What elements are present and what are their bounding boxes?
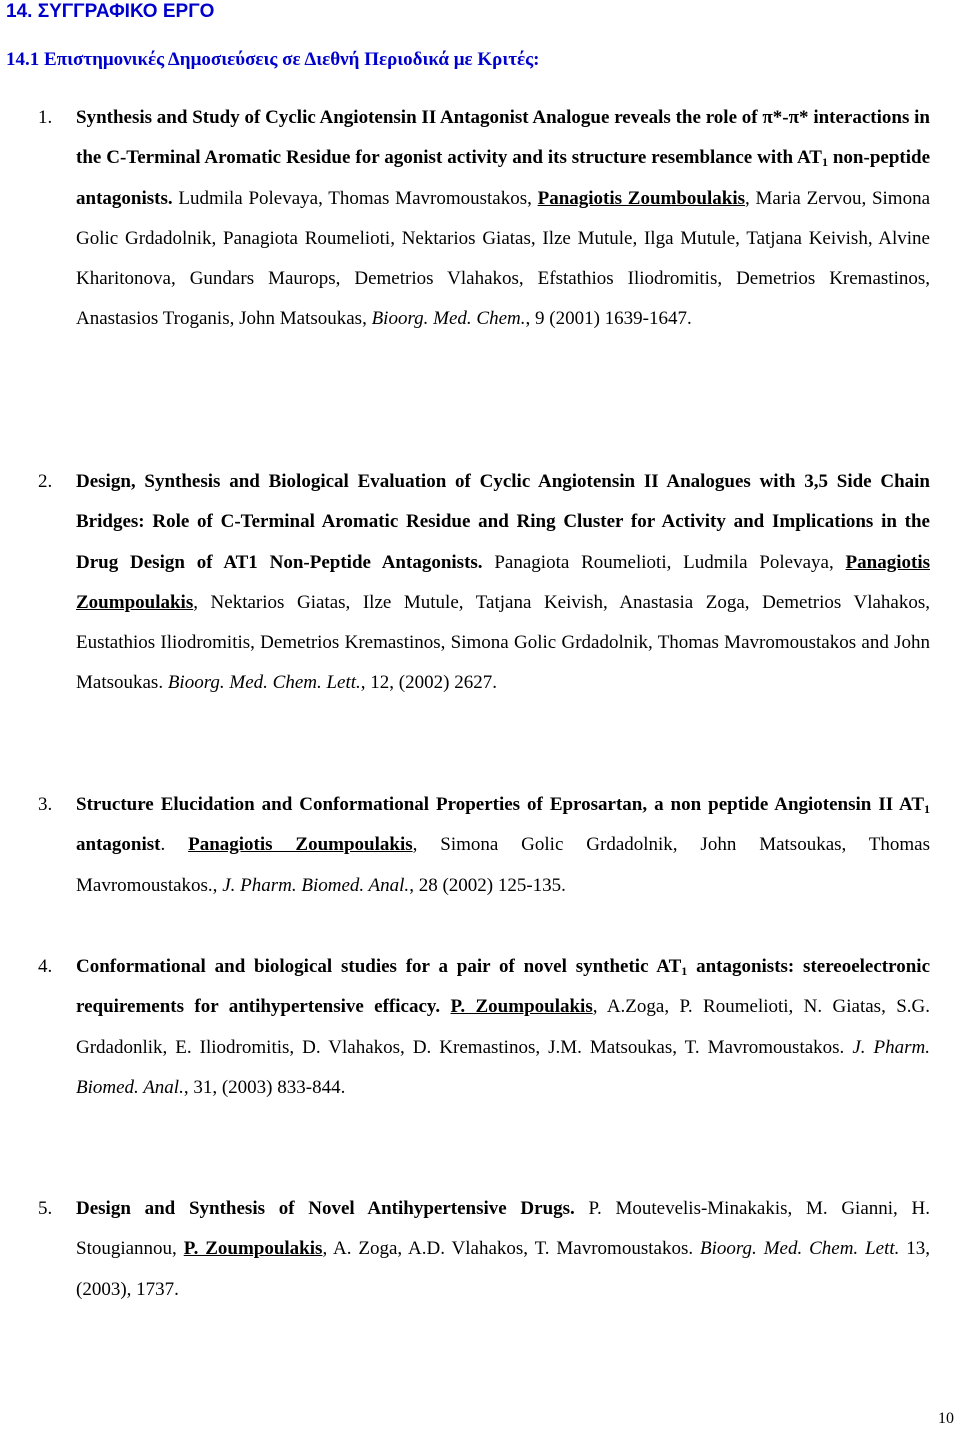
- authors: Ludmila Polevaya, Thomas Mavromoustakos,: [172, 187, 538, 209]
- journal-name: Bioorg. Med. Chem.: [371, 308, 526, 330]
- journal-name: J. Pharm. Biomed. Anal.: [76, 1036, 930, 1098]
- section-title: 14. ΣΥΓΓΡΑΦΙΚΟ ΕΡΓΟ: [6, 1, 215, 22]
- page-number: 10: [938, 1410, 954, 1427]
- citation-details: , 28 (2002) 125-135.: [409, 874, 566, 896]
- publication-title-text: Conformational and biological studies for a pair of novel synthetic AT: [76, 956, 682, 977]
- authors: , Nektarios Giatas, Ilze Mutule, Tatjana Keivish, Anastasia Zoga, Demetrios Vlahakos, Eustathios Iliodromitis, Demetrios Kremastinos, Simona Golic Grdadolnik, Thomas Mavromoustakos and John Matsoukas.: [76, 591, 930, 694]
- highlighted-author: P. Zoumpoulakis: [183, 1238, 323, 1260]
- journal-name: J. Pharm. Biomed. Anal.: [222, 874, 410, 896]
- highlighted-author: P. Zoumpoulakis: [450, 996, 593, 1018]
- citation-details: , 31, (2003) 833-844.: [183, 1076, 346, 1098]
- publication-text: [76, 462, 930, 704]
- publication-title-text: Synthesis and Study of Cyclic Angiotensin II Antagonist Analogue reveals the role of π*-π* interactions in the C-Terminal Aromatic Residue for agonist activity and its structure resemblance with AT: [76, 107, 930, 169]
- publication-text: [76, 1189, 930, 1310]
- authors: , A.Zoga, P. Roumelioti, N. Giatas, S.G. Grdadonlik, E. Iliodromitis, D. Vlahakos, D. Kremastinos, J.M. Matsoukas, T. Mavromoustakos.: [76, 996, 930, 1058]
- publication-number: 4.: [38, 956, 53, 977]
- publication-number: 5.: [38, 1198, 53, 1219]
- highlighted-author: Panagiotis Zoumpoulakis: [76, 551, 930, 613]
- authors: Panagiota Roumelioti, Ludmila Polevaya,: [482, 551, 846, 573]
- authors: , A. Zoga, A.D. Vlahakos, T. Mavromoustakos.: [322, 1238, 700, 1260]
- publication-title-text: Structure Elucidation and Conformational Properties of Eprosartan, a non peptide Angiotensin II AT: [76, 794, 924, 815]
- authors: , Simona Golic Grdadolnik, John Matsoukas, Thomas Mavromoustakos.,: [76, 834, 931, 896]
- publication-title: Design, Synthesis and Biological Evaluation of Cyclic Angiotensin II Analogues with 3,5 Side Chain Bridges: Role of C-Terminal Aromatic Residue and Ring Cluster for Activity and Implications in the Drug Design of AT1 Non-Peptide Antagonists.: [76, 471, 930, 573]
- publication-title-text: antagonist: [76, 834, 161, 856]
- publication-title-text: non-peptide antagonists.: [76, 147, 931, 209]
- highlighted-author: Panagiotis Zoumboulakis: [537, 187, 746, 209]
- publication-text: [76, 947, 930, 1108]
- publication-title-text: antagonists: stereoelectronic requirements for antihypertensive efficacy.: [76, 956, 930, 1018]
- subscript: 1: [681, 964, 688, 978]
- publication-number: 2.: [38, 471, 53, 492]
- separator: .: [160, 834, 189, 856]
- publication-text: [76, 98, 930, 340]
- publication-number: 3.: [38, 794, 53, 815]
- authors: P. Moutevelis-Minakakis, M. Gianni, H. Stougiannou,: [76, 1198, 930, 1260]
- citation-details: , 12, (2002) 2627.: [360, 672, 497, 694]
- subscript: 1: [821, 155, 828, 170]
- citation-details: , 9 (2001) 1639-1647.: [525, 308, 692, 330]
- authors: , Maria Zervou, Simona Golic Grdadolnik, Panagiota Roumelioti, Nektarios Giatas, Ilze Mutule, Ilga Mutule, Tatjana Keivish, Alvine Kharitonova, Gundars Maurops, Demetrios Vlahakos, Efstathios Iliodromitis, Demetrios Kremastinos, Anastasios Troganis, John Matsoukas,: [76, 187, 931, 330]
- publication-number: 1.: [38, 107, 53, 128]
- highlighted-author: Panagiotis Zoumpoulakis: [188, 834, 413, 856]
- subsection-title: 14.1 Επιστημονικές Δημοσιεύσεις σε Διεθνή Περιοδικά με Κριτές:: [6, 49, 540, 70]
- journal-name: Bioorg. Med. Chem. Lett.: [699, 1238, 900, 1260]
- separator: [440, 996, 450, 1017]
- publication-title: Design and Synthesis of Novel Antihypertensive Drugs.: [76, 1198, 575, 1219]
- publication-text: [76, 785, 930, 906]
- journal-name: Bioorg. Med. Chem. Lett.: [167, 672, 361, 694]
- citation-details: 13, (2003), 1737.: [76, 1238, 931, 1300]
- subscript: 1: [924, 802, 930, 816]
